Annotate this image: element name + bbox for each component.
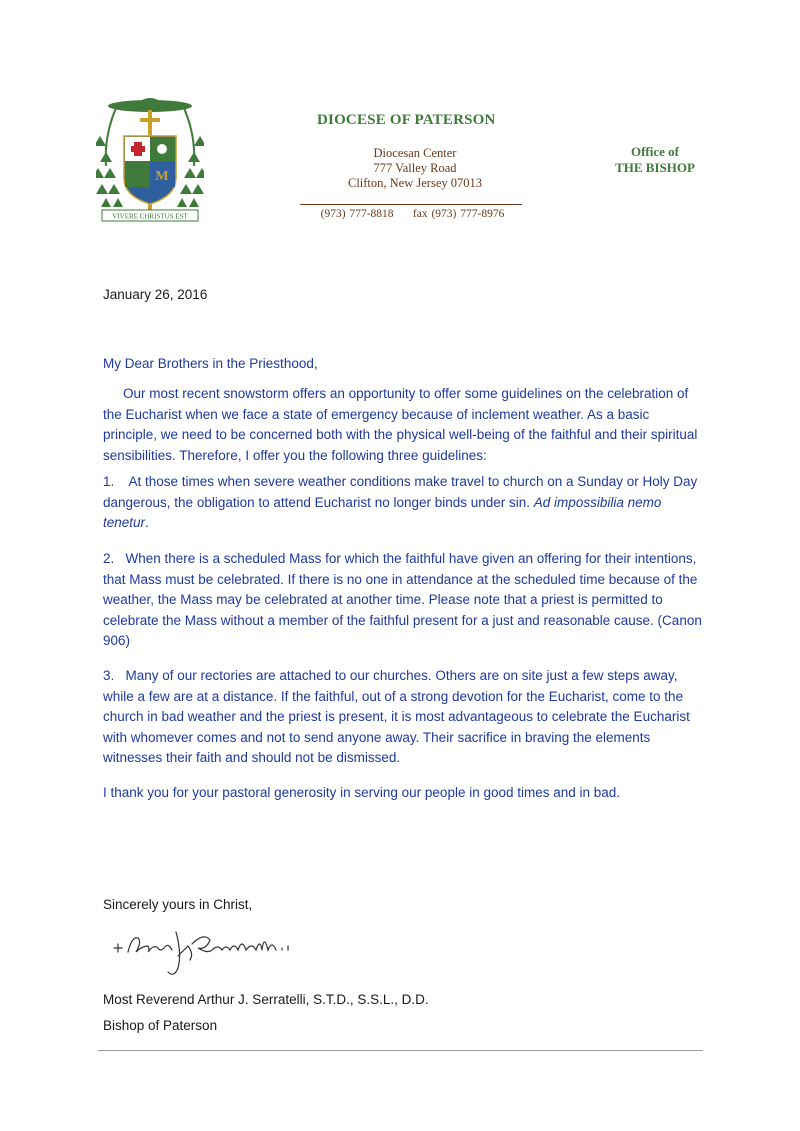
guideline-2-text: 2. When there is a scheduled Mass for which the faithful have given an offering for their intentions, that Mass must be celebrated. If there is no one in attendance at the scheduled time because of the weather, the Mass may be celebrated at another time. Please note that a priest is permitted to celebrate the Mass without a member of the faithful present for a just and reasonable cause. (Canon 906): [103, 551, 706, 649]
letter-date: January 26, 2016: [103, 287, 208, 302]
guideline-1-latin: Ad impossibilia nemo tenetur: [103, 494, 666, 531]
diocese-coat-of-arms: [96, 96, 204, 230]
thanks-paragraph: I thank you for your pastoral generosity in serving our people in good times and in bad.: [103, 785, 621, 800]
intro-text: Our most recent snowstorm offers an opportunity to offer some guidelines on the celebration of the Eucharist when we face a state of emergency because of inclement weather. As a basic principle, we need to be concerned both with the physical well-being of the faithful and their spiritual sensibilities. Therefore, I offer you the following three guidelines:: [103, 386, 698, 463]
handwritten-signature: [112, 924, 302, 982]
closing: Sincerely yours in Christ,: [103, 897, 253, 912]
guideline-3-text: 3. Many of our rectories are attached to our churches. Others are on site just a few steps away, while a few are at a distance. If the faithful, out of a strong devotion for the Eucharist, come to the church in bad weather and the priest is present, it is most advantageous to celebrate the Eucharist with whomever comes and not to send anyone away. Their sacrifice in braving the elements witnesses their faith and should not be dismissed.: [103, 668, 694, 766]
address-line-2: 777 Valley Road: [373, 161, 457, 175]
guideline-2: [103, 549, 706, 652]
the-bishop-label: THE BISHOP: [615, 160, 695, 175]
signer-title: Bishop of Paterson: [103, 1018, 218, 1033]
office-of-label: Office of: [630, 144, 679, 159]
guideline-1-period: .: [145, 515, 149, 531]
footer-divider: [98, 1050, 703, 1051]
intro-paragraph: [103, 384, 703, 466]
diocese-name: DIOCESE OF PATERSON: [317, 112, 496, 128]
address-line-1: Diocesan Center: [373, 146, 457, 160]
signer-name: Most Reverend Arthur J. Serratelli, S.T.D., S.S.L., D.D.: [103, 992, 429, 1007]
guideline-1-text: [103, 472, 703, 534]
phone-fax-line: (973) 777-8818 fax (973) 777-8976: [320, 208, 505, 220]
guideline-3: [103, 666, 703, 769]
guideline-1: [103, 472, 703, 534]
header-divider: [300, 204, 522, 205]
guideline-1-main: 1. At those times when severe weather conditions make travel to church on a Sunday or Holy Day dangerous, the obligation to attend Eucharist no longer binds under sin.: [103, 474, 702, 510]
address-line-3: Clifton, New Jersey 07013: [347, 176, 482, 190]
salutation: My Dear Brothers in the Priesthood,: [103, 356, 318, 371]
svg-text:M: M: [155, 169, 169, 184]
motto-text: VIVERE CHRISTUS EST: [112, 212, 188, 221]
